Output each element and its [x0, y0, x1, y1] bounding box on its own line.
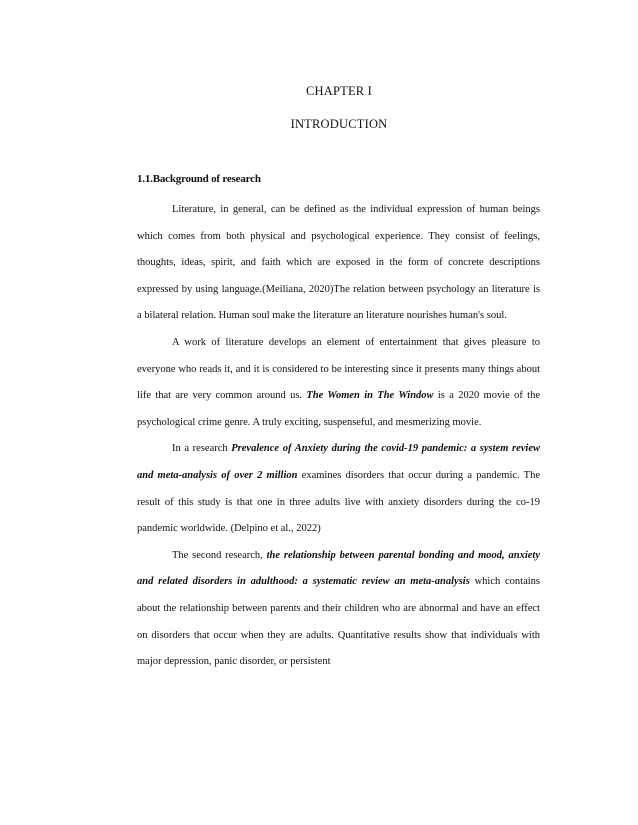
body-text — [137, 197, 540, 676]
paragraph-1 — [137, 197, 540, 330]
paragraph-3-study-title: Prevalence of Anxiety during the covid-19 pandemic: a system review and meta-analysis of over 2 million — [137, 443, 540, 481]
paragraph-4-text-after: which contains about the relationship between parents and their children who are abnormal and have an effect on disorders that occur when they are adults. Quantitative results show that individuals with major depression, panic disorder, or persistent — [137, 576, 540, 668]
paragraph-2-movie-title: The Women in The Window — [306, 390, 434, 402]
paragraph-4-study-title: the relationship between parental bonding and mood, anxiety and related disorders in adulthood: a systematic review an meta-analysis — [137, 549, 540, 588]
section-heading: 1.1.Background of research — [137, 173, 261, 185]
paragraph-4 — [137, 543, 540, 676]
paragraph-4-text-before: The second research, — [172, 549, 267, 561]
paragraph-2-text-before: A work of literature develops an element of entertainment that gives pleasure to everyone who reads it, and it is considered to be interesting since it presents many things about life that are very common around us. — [137, 336, 540, 402]
paragraph-3-text-before: In a research — [172, 443, 232, 455]
paragraph-3-text-after: examines disorders that occur during a pandemic. The result of this study is that one in three adults live with anxiety disorders during the co-19 pandemic worldwide. (Delpino et al., 2022) — [137, 469, 540, 535]
paragraph-1-text: Literature, in general, can be defined as the individual expression of human beings which comes from both physical and psychological experience. They consist of feelings, thoughts, ideas, spirit, and faith which are exposed in the form of concrete descriptions expressed by using language.(Meiliana, 2020)The relation between psychology an literature is a bilateral relation. Human soul make the literature an literature nourishes human's soul. — [137, 204, 540, 322]
paragraph-2-text-after: is a 2020 movie of the psychological crime genre. A truly exciting, suspenseful, and mesmerizing movie. — [137, 390, 541, 428]
chapter-title: INTRODUCTION — [290, 117, 388, 131]
chapter-label: CHAPTER I — [305, 84, 373, 98]
paragraph-3 — [137, 436, 540, 542]
paragraph-2 — [137, 330, 540, 436]
